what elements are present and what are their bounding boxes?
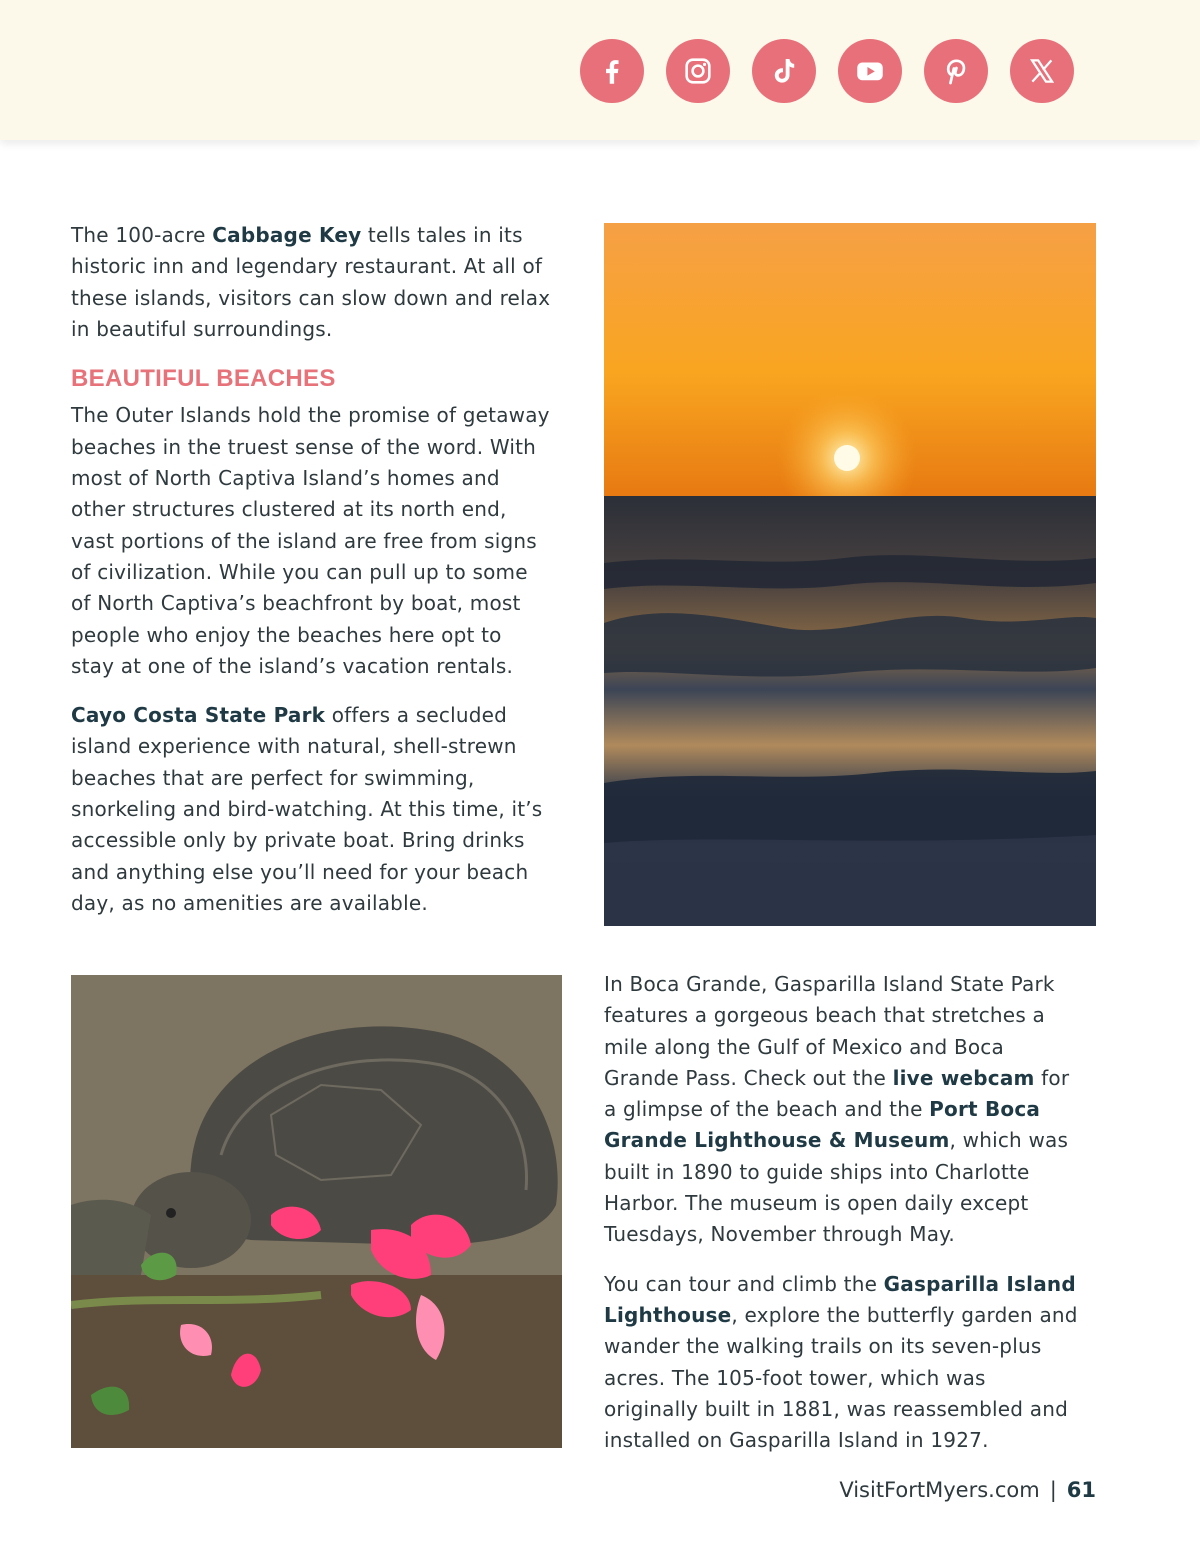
- cayo-costa-bold: Cayo Costa State Park: [71, 703, 326, 728]
- right-column-text: [604, 969, 1084, 1474]
- text-run: for a glimpse of the beach and the: [604, 1065, 1070, 1122]
- section-heading: BEAUTIFUL BEACHES: [71, 365, 336, 393]
- header-bar: [0, 0, 1200, 140]
- pinterest-icon: [939, 54, 973, 88]
- tiktok-icon: [767, 54, 801, 88]
- live-webcam-link[interactable]: live webcam: [892, 1065, 1035, 1090]
- sunset-photo: [604, 223, 1096, 926]
- page-footer: [839, 1478, 1096, 1502]
- youtube-icon: [853, 54, 887, 88]
- facebook-link[interactable]: [580, 39, 644, 103]
- instagram-link[interactable]: [666, 39, 730, 103]
- instagram-icon: [681, 54, 715, 88]
- social-links: [580, 39, 1074, 103]
- facebook-icon: [595, 54, 629, 88]
- pinterest-link[interactable]: [924, 39, 988, 103]
- text-run: In Boca Grande, Gasparilla Island State Park features a gorgeous beach that stretches a mile along the Gulf of Mexico and Boca Grande Pass. Check out the: [604, 972, 1055, 1090]
- tortoise-photo: [71, 975, 562, 1448]
- text-run: You can tour and climb the: [604, 1271, 884, 1296]
- tortoise-illustration: [71, 975, 562, 1448]
- page-number: 61: [1066, 1478, 1096, 1502]
- gasparilla-lighthouse-link[interactable]: Gasparilla Island Lighthouse: [604, 1271, 1076, 1327]
- x-link[interactable]: [1010, 39, 1074, 103]
- cabbage-key-paragraph: [71, 220, 551, 345]
- tiktok-link[interactable]: [752, 39, 816, 103]
- sunset-illustration: [604, 223, 1096, 926]
- lighthouse-museum-link[interactable]: Port Boca Grande Lighthouse & Museum: [604, 1097, 1041, 1153]
- text-run: tells tales in its historic inn and legendary restaurant. At all of these islands, visitors can slow down and relax in beautiful surroundings.: [71, 223, 551, 341]
- cayo-costa-paragraph: [71, 700, 551, 919]
- text-run: The 100-acre: [71, 223, 213, 247]
- site-url[interactable]: VisitFortMyers.com: [839, 1478, 1040, 1502]
- youtube-link[interactable]: [838, 39, 902, 103]
- left-column-text: [71, 220, 551, 937]
- outer-islands-paragraph: The Outer Islands hold the promise of getaway beaches in the truest sense of the word. With most of North Captiva Island’s homes and other structures clustered at its north end, vast portions of the island are free from signs of civilization. While you can pull up to some of North Captiva’s beachfront by boat, most people who enjoy the beaches here opt to stay at one of the island’s vacation rentals.: [71, 403, 550, 678]
- gasparilla-lighthouse-paragraph: [604, 1269, 1084, 1457]
- footer-separator: |: [1049, 1478, 1057, 1502]
- text-run: , which was built in 1890 to guide ships into Charlotte Harbor. The museum is open daily except Tuesdays, November through May.: [604, 1128, 1069, 1247]
- x-icon: [1025, 54, 1059, 88]
- text-run: , explore the butterfly garden and wander the walking trails on its seven-plus acres. The 105-foot tower, which was originally built in 1881, was reassembled and installed on Gasparilla Island in 1927.: [604, 1302, 1078, 1453]
- boca-grande-paragraph: [604, 969, 1084, 1251]
- text-run: offers a secluded island experience with natural, shell-strewn beaches that are perfect for swimming, snorkeling and bird-watching. At this time, it’s accessible only by private boat. Bring drinks and anything else you’ll need for your beach day, as no amenities are available.: [71, 703, 543, 915]
- cabbage-key-bold: Cabbage Key: [212, 223, 362, 247]
